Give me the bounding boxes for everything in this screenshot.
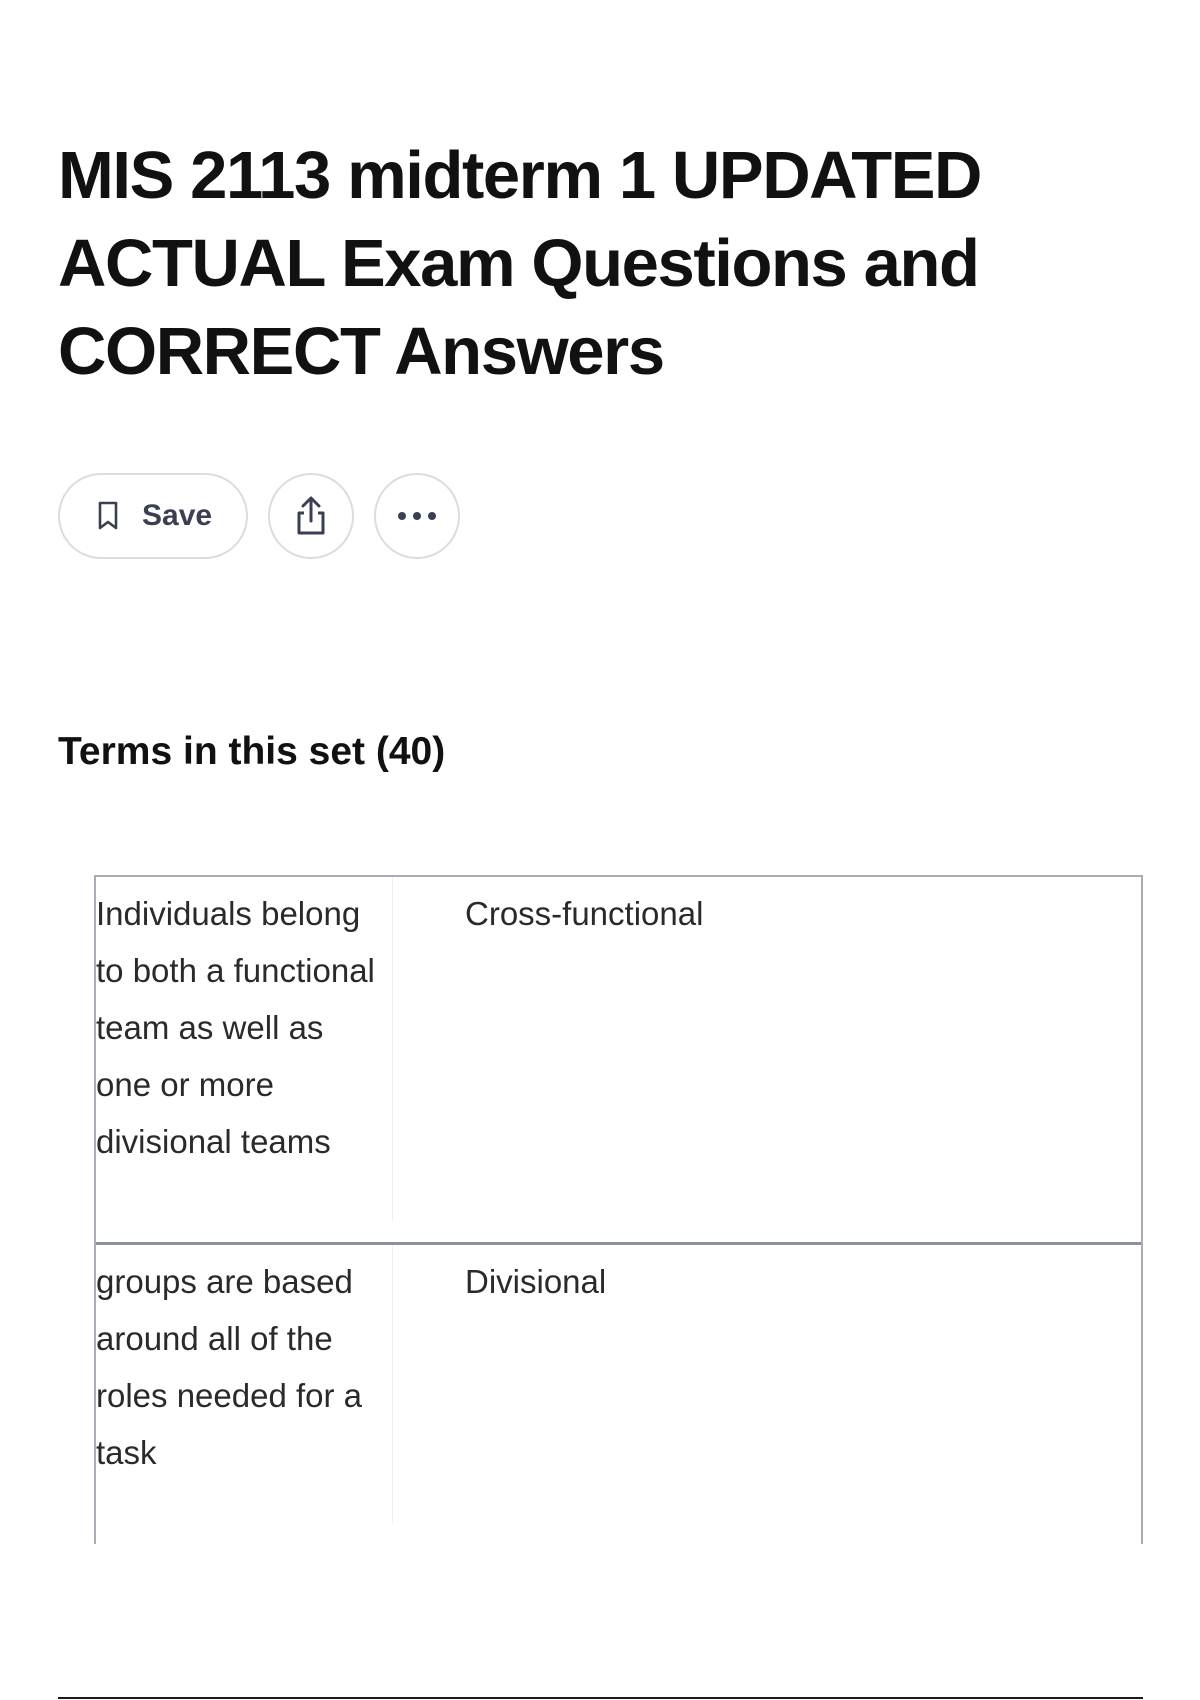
share-button[interactable] <box>268 473 354 559</box>
save-button-label: Save <box>142 499 213 532</box>
more-options-button[interactable] <box>374 473 460 559</box>
page-title: MIS 2113 midterm 1 UPDATED ACTUAL Exam Questions and CORRECT Answers <box>58 138 981 389</box>
study-set-page <box>58 0 1143 1700</box>
set-actions <box>58 472 460 560</box>
share-icon <box>292 495 330 537</box>
definition-text: Cross-functional <box>465 895 704 932</box>
save-button[interactable] <box>58 473 248 559</box>
bookmark-icon <box>96 501 120 531</box>
terms-list <box>94 875 1143 1544</box>
terms-heading: Terms in this set (40) <box>58 730 446 773</box>
page-divider <box>58 1697 1143 1699</box>
more-horizontal-icon <box>396 511 438 521</box>
term-card <box>96 1245 1141 1544</box>
term-text: groups are based around all of the roles needed for a task <box>96 1245 393 1523</box>
term-card <box>96 877 1141 1245</box>
term-text: Individuals belong to both a functional team as well as one or more divisional teams <box>96 877 393 1220</box>
definition-text: Divisional <box>465 1263 607 1300</box>
